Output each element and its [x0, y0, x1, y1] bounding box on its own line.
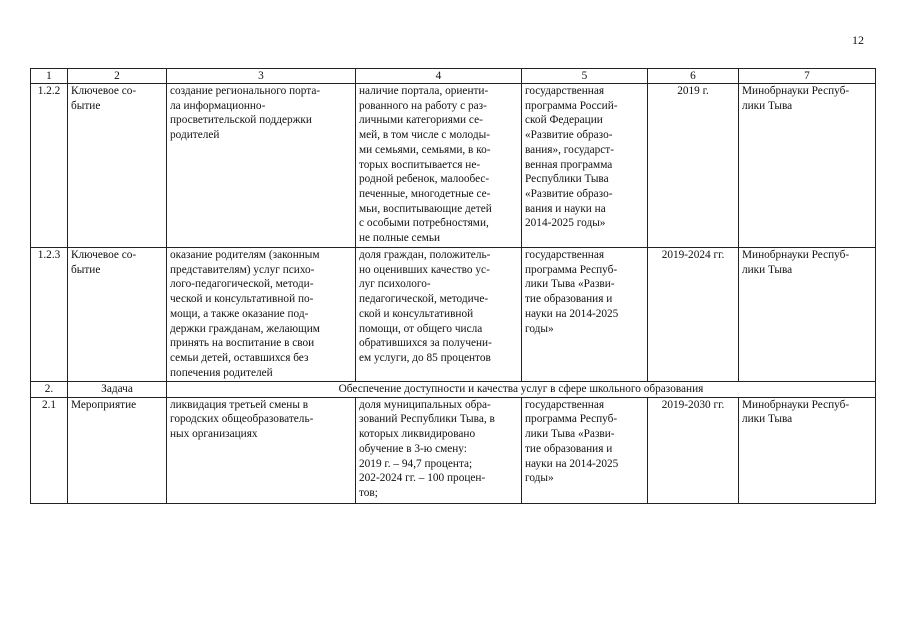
responsible-text: Минобрнауки Респуб- лики Тыва — [739, 84, 876, 248]
responsible-text: Минобрнауки Респуб- лики Тыва — [739, 397, 876, 503]
page-number: 12 — [852, 33, 864, 47]
header-cell: 3 — [167, 69, 356, 84]
event-type: Мероприятие — [68, 397, 167, 503]
task-text: Обеспечение доступности и качества услуг в сфере школьного образования — [167, 382, 876, 398]
event-type: Ключевое со- бытие — [68, 248, 167, 382]
header-row — [31, 69, 876, 84]
header-cell: 7 — [739, 69, 876, 84]
row-number: 1.2.2 — [31, 84, 68, 248]
header-cell: 5 — [522, 69, 648, 84]
row-number: 2.1 — [31, 397, 68, 503]
action-text: оказание родителям (законным представителям) услуг психо- лого-педагогической, методи- ческой и консультативной по- мощи, а также оказание под- держки гражданам, желающим принять на воспитание в свои семьи детей, оставшихся без попечения родителей — [167, 248, 356, 382]
action-text: создание регионального порта- ла информационно- просветительской поддержки родителей — [167, 84, 356, 248]
program-text: государственная программа Россий- ской Федерации «Развитие образо- вания», государст- венная программа Республики Тыва «Развитие образо- вания и науки на 2014-2025 годы» — [522, 84, 648, 248]
task-number: 2. — [31, 382, 68, 398]
indicator-text: доля граждан, положитель- но оценивших качество ус- луг психолого- педагогической, методиче- ской и консультативной помощи, от общего числа обратившихся за получени- ем услуги, до 85 процентов — [356, 248, 522, 382]
action-text: ликвидация третьей смены в городских общеобразователь- ных организациях — [167, 397, 356, 503]
years-text: 2019 г. — [648, 84, 739, 248]
table-row — [31, 84, 876, 248]
table-row — [31, 248, 876, 382]
years-text: 2019-2030 гг. — [648, 397, 739, 503]
program-text: государственная программа Респуб- лики Тыва «Разви- тие образования и науки на 2014-2025 годы» — [522, 248, 648, 382]
indicator-text: наличие портала, ориенти- рованного на работу с раз- личными категориями се- мей, в том числе с молоды- ми семьями, семьями, в ко- торых воспитывается не- родной ребенок, малообес- печенные, многодетные се- мьи, воспитывающие детей с особыми потребностями, не полные семьи — [356, 84, 522, 248]
header-cell: 6 — [648, 69, 739, 84]
event-type: Ключевое со- бытие — [68, 84, 167, 248]
plan-table — [30, 68, 876, 504]
task-row — [31, 382, 876, 398]
header-cell: 2 — [68, 69, 167, 84]
header-cell: 4 — [356, 69, 522, 84]
indicator-text: доля муниципальных обра- зований Республики Тыва, в которых ликвидировано обучение в 3-ю смену: 2019 г. – 94,7 процента; 202-2024 гг. – 100 процен- тов; — [356, 397, 522, 503]
task-label: Задача — [68, 382, 167, 398]
row-number: 1.2.3 — [31, 248, 68, 382]
program-text: государственная программа Респуб- лики Тыва «Разви- тие образования и науки на 2014-2025 годы» — [522, 397, 648, 503]
table-row — [31, 397, 876, 503]
years-text: 2019-2024 гг. — [648, 248, 739, 382]
header-cell: 1 — [31, 69, 68, 84]
responsible-text: Минобрнауки Респуб- лики Тыва — [739, 248, 876, 382]
